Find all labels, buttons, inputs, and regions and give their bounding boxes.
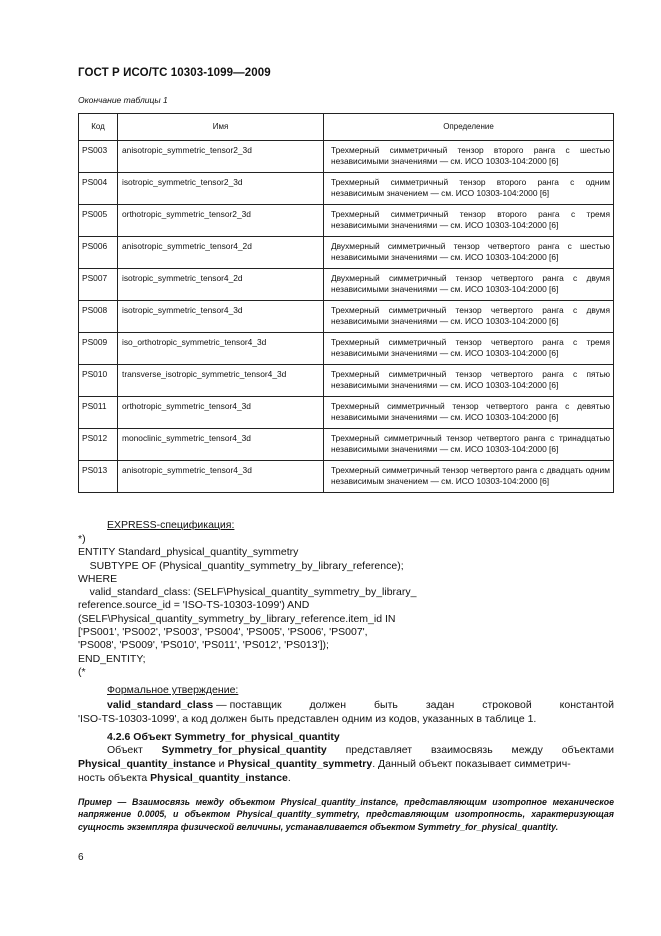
code-cell: PS007: [79, 269, 118, 301]
name-cell: isotropic_symmetric_tensor2_3d: [118, 173, 324, 205]
definition-cell: Трехмерный симметричный тензор второго ранга с тремя независимыми значениями — см. ИСО 10303-104:2000 [6]: [324, 205, 614, 237]
table-row: [79, 461, 614, 493]
formal-word: быть: [374, 699, 398, 711]
codes-table: [78, 113, 614, 493]
express-spec-title: EXPRESS-спецификация:: [107, 519, 235, 531]
definition-cell: Трехмерный симметричный тензор четвертого ранга с девятью независимыми значениями — см. ИСО 10303-104:2000 [6]: [324, 397, 614, 429]
table-caption: Окончание таблицы 1: [78, 95, 168, 105]
definition-cell: Двухмерный симметричный тензор четвертого ранга с шестью независимыми значениями — см. ИСО 10303-104:2000 [6]: [324, 237, 614, 269]
formal-word: константой: [559, 699, 614, 711]
example-note: Пример — Взаимосвязь между объектом Physical_quantity_instance, представляющим изотропное механическое напряжение 0.0005, и объектом Physical_quantity_symmetry, представляющим изотропность, характеризующая сущность экземпляра физической величины, устанавливается объектом Symmetry_for_physical_quantity.: [78, 797, 614, 832]
table-row: [79, 205, 614, 237]
name-cell: orthotropic_symmetric_tensor2_3d: [118, 205, 324, 237]
section-line-3: [78, 771, 614, 785]
table-row: [79, 365, 614, 397]
formal-word: — поставщик: [216, 699, 282, 711]
table-row: [79, 141, 614, 173]
section-word: объектами: [561, 744, 614, 756]
name-cell: isotropic_symmetric_tensor4_3d: [118, 301, 324, 333]
name-cell: isotropic_symmetric_tensor4_2d: [118, 269, 324, 301]
definition-cell: Трехмерный симметричный тензор четвертого ранга с тремя независимыми значениями — см. ИСО 10303-104:2000 [6]: [324, 333, 614, 365]
section-word: Объект: [107, 744, 143, 756]
entity-name: Symmetry_for_physical_quantity: [161, 744, 327, 756]
code-cell: PS008: [79, 301, 118, 333]
section-line-1: [78, 743, 614, 757]
section-word: между: [511, 744, 543, 756]
entity-name: Physical_quantity_instance: [78, 758, 216, 770]
section-word: и: [218, 758, 225, 770]
code-cell: PS003: [79, 141, 118, 173]
table-row: [79, 397, 614, 429]
name-cell: iso_orthotropic_symmetric_tensor4_3d: [118, 333, 324, 365]
section-line-2: [78, 757, 614, 771]
definition-cell: Трехмерный симметричный тензор четвертого ранга с двадцать одним независимым значением — см. ИСО 10303-104:2000 [6]: [324, 461, 614, 493]
formal-statement-paragraph: [78, 698, 614, 726]
code-cell: PS005: [79, 205, 118, 237]
name-cell: anisotropic_symmetric_tensor4_3d: [118, 461, 324, 493]
table-body: [79, 141, 614, 493]
definition-cell: Трехмерный симметричный тензор четвертого ранга с двумя независимыми значениями — см. ИСО 10303-104:2000 [6]: [324, 301, 614, 333]
section-word: .: [287, 772, 291, 784]
express-code-block: *) ENTITY Standard_physical_quantity_symmetry SUBTYPE OF (Physical_quantity_symmetry_by_library_reference); WHERE valid_standard_class: (SELF\Physical_quantity_symmetry_by_library_ reference.source_id = 'ISO-TS-10303-1099') AND (SELF\Physical_quantity_symmetry_by_library_reference.item_id IN ['PS001', 'PS002', 'PS003', 'PS004', 'PS005', 'PS006', 'PS007', 'PS008', 'PS009', 'PS010', 'PS011', 'PS012', 'PS013']); END_ENTITY; (*: [78, 533, 417, 678]
column-header-name: Имя: [118, 114, 324, 141]
definition-cell: Трехмерный симметричный тензор четвертого ранга с пятью независимыми значениями — см. ИСО 10303-104:2000 [6]: [324, 365, 614, 397]
formal-statement-line-1: [78, 698, 614, 712]
formal-statement-line-2: 'ISO-TS-10303-1099', а код должен быть представлен одним из кодов, указанных в таблице 1.: [78, 713, 537, 725]
code-cell: PS010: [79, 365, 118, 397]
formal-word: должен: [309, 699, 347, 711]
definition-cell: Трехмерный симметричный тензор четвертого ранга с тринадцатью независимыми значениями — см. ИСО 10303-104:2000 [6]: [324, 429, 614, 461]
section-word: . Данный объект показывает симметрич-: [372, 758, 571, 770]
table-row: [79, 301, 614, 333]
column-header-code: Код: [79, 114, 118, 141]
name-cell: monoclinic_symmetric_tensor4_3d: [118, 429, 324, 461]
table-row: [79, 333, 614, 365]
name-cell: anisotropic_symmetric_tensor4_2d: [118, 237, 324, 269]
definition-cell: Трехмерный симметричный тензор второго ранга с шестью независимыми значениями — см. ИСО 10303-104:2000 [6]: [324, 141, 614, 173]
section-heading: 4.2.6 Объект Symmetry_for_physical_quantity: [107, 731, 340, 743]
entity-name: Physical_quantity_instance: [150, 772, 288, 784]
formal-word: строковой: [482, 699, 532, 711]
table-row: [79, 173, 614, 205]
entity-name: Physical_quantity_symmetry: [227, 758, 373, 770]
definition-cell: Трехмерный симметричный тензор второго ранга с одним независимым значением — см. ИСО 10303-104:2000 [6]: [324, 173, 614, 205]
table-row: [79, 237, 614, 269]
section-paragraph: [78, 743, 614, 785]
table-row: [79, 269, 614, 301]
table-row: [79, 429, 614, 461]
document-header: ГОСТ Р ИСО/ТС 10303-1099—2009: [78, 67, 271, 79]
code-cell: PS004: [79, 173, 118, 205]
code-cell: PS012: [79, 429, 118, 461]
definition-cell: Двухмерный симметричный тензор четвертого ранга с двумя независимыми значениями — см. ИСО 10303-104:2000 [6]: [324, 269, 614, 301]
column-header-definition: Определение: [324, 114, 614, 141]
section-word: взаимосвязь: [430, 744, 493, 756]
code-cell: PS006: [79, 237, 118, 269]
code-cell: PS009: [79, 333, 118, 365]
formal-term: valid_standard_class: [107, 699, 214, 711]
section-word: ность объекта: [78, 772, 148, 784]
name-cell: anisotropic_symmetric_tensor2_3d: [118, 141, 324, 173]
name-cell: transverse_isotropic_symmetric_tensor4_3d: [118, 365, 324, 397]
code-cell: PS013: [79, 461, 118, 493]
name-cell: orthotropic_symmetric_tensor4_3d: [118, 397, 324, 429]
table-header-row: [79, 114, 614, 141]
formal-word: задан: [425, 699, 455, 711]
page-number: 6: [78, 852, 84, 863]
formal-statement-title: Формальное утверждение:: [107, 684, 239, 696]
code-cell: PS011: [79, 397, 118, 429]
section-word: представляет: [345, 744, 413, 756]
